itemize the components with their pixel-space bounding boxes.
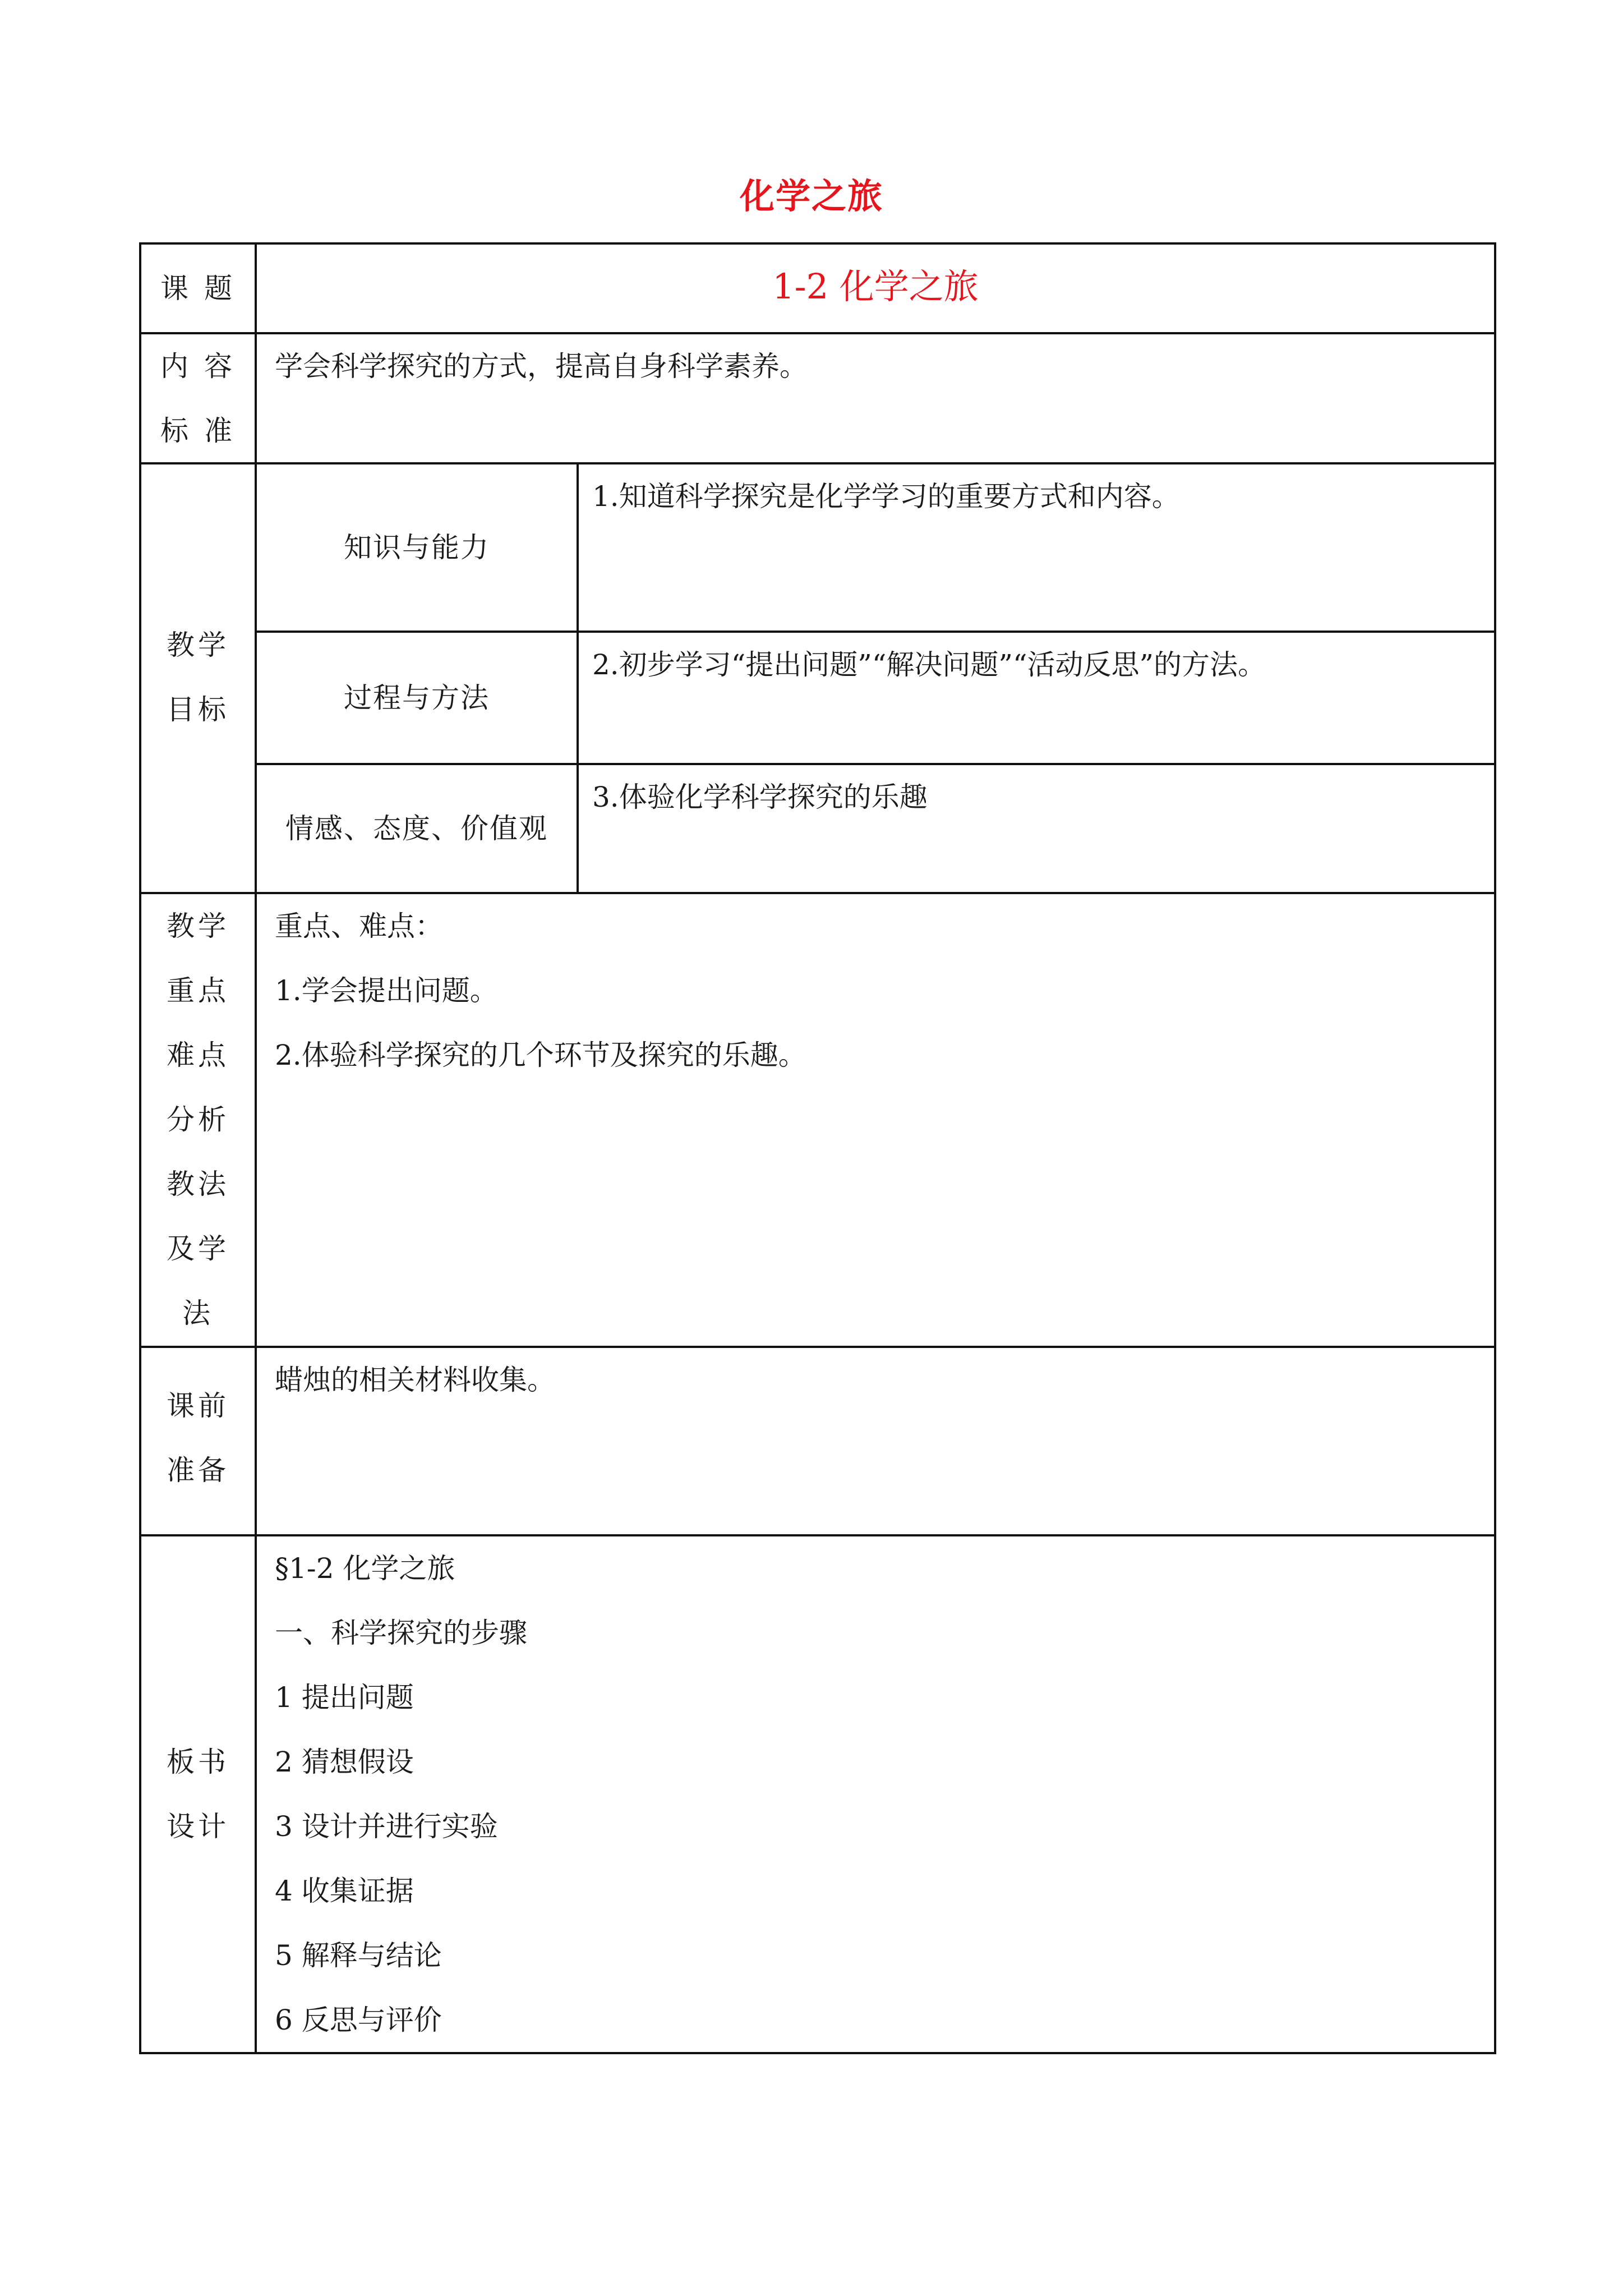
board-design-line: 5 解释与结论	[275, 1939, 442, 1972]
key-points-label-line: 及学	[167, 1232, 229, 1265]
board-design-content	[257, 1536, 1494, 2052]
key-points-label-line: 教法	[167, 1168, 229, 1200]
key-points-label-line: 分析	[167, 1103, 229, 1136]
goal-text-knowledge: 1.知道科学探究是化学学习的重要方式和内容。	[592, 480, 1180, 513]
key-points-label	[141, 894, 255, 1346]
board-design-line: 3 设计并进行实验	[275, 1810, 498, 1843]
preparation-text: 蜡烛的相关材料收集。	[275, 1364, 555, 1396]
key-points-label-line: 难点	[167, 1039, 229, 1071]
goal-text-emotion: 3.体验化学科学探究的乐趣	[592, 781, 928, 813]
lesson-plan-table	[139, 242, 1496, 2054]
content-standard-label-line: 标 准	[160, 415, 236, 447]
goal-dimension-process: 过程与方法	[344, 682, 490, 714]
goals-label	[141, 464, 255, 892]
goals-label-line: 目标	[167, 693, 229, 726]
content-standard-label-line: 内 容	[160, 350, 236, 383]
content-standard-text: 学会科学探究的方式，提高自身科学素养。	[275, 350, 808, 383]
key-points-label-line: 法	[182, 1297, 214, 1329]
key-points-content	[257, 894, 1494, 1346]
key-points-line: 2.体验科学探究的几个环节及探究的乐趣。	[275, 1039, 806, 1071]
board-design-label-line: 设计	[167, 1810, 229, 1843]
preparation-label-line: 准备	[167, 1454, 229, 1487]
preparation-label-line: 课前	[167, 1389, 229, 1422]
document-title: 化学之旅	[739, 176, 883, 217]
board-design-label-line: 板书	[167, 1746, 229, 1778]
content-standard-label	[141, 334, 255, 462]
board-design-line: 1 提出问题	[275, 1681, 414, 1714]
board-design-line: 2 猜想假设	[275, 1746, 414, 1778]
goal-dimension-knowledge: 知识与能力	[344, 531, 490, 564]
topic-label: 课 题	[160, 272, 236, 305]
key-points-line: 1.学会提出问题。	[275, 974, 498, 1007]
board-design-label	[141, 1536, 255, 2052]
topic-value: 1-2 化学之旅	[772, 266, 979, 307]
key-points-line: 重点、难点：	[275, 910, 443, 942]
board-design-line: 4 收集证据	[275, 1875, 414, 1907]
preparation-label	[141, 1348, 255, 1534]
table-border-right	[1494, 242, 1496, 2054]
goals-label-line: 教学	[167, 629, 229, 661]
goal-dimension-emotion: 情感、态度、价值观	[285, 812, 548, 845]
board-design-line: 一、科学探究的步骤	[275, 1617, 527, 1649]
board-design-line: 6 反思与评价	[275, 2004, 442, 2036]
goal-text-process: 2.初步学习“提出问题”“解决问题”“活动反思”的方法。	[592, 648, 1266, 681]
key-points-label-line: 重点	[167, 974, 229, 1007]
key-points-label-line: 教学	[167, 910, 229, 942]
board-design-line: §1-2 化学之旅	[275, 1552, 455, 1585]
